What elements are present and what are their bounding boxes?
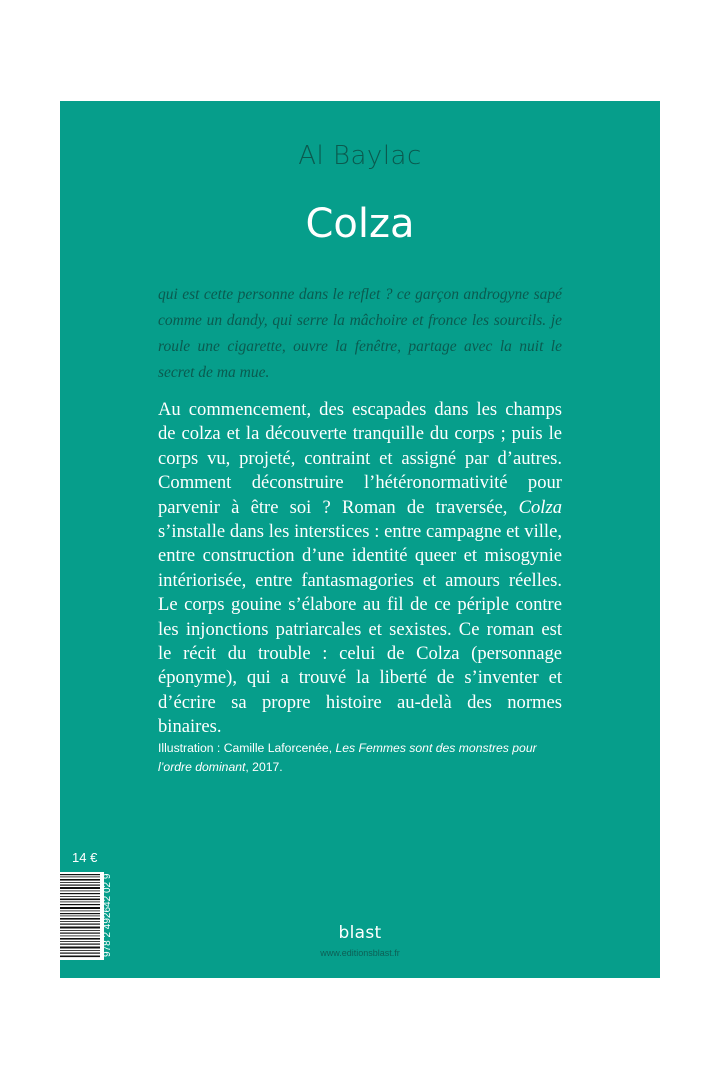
illustration-credit: [158, 739, 562, 777]
blurb-part-2: s’installe dans les interstices : entre campagne et ville, entre construction d’une identité queer et misogynie intériorisée, entre fantasmagories et amours réelles. Le corps gouine s’élabore au fil de ce périple contre les injonctions patriarcales et sexistes. Ce roman est le récit du trouble : celui de Colza (personnage éponyme), qui a trouvé la liberté de s’inventer et d’écrire sa propre histoire au-delà des normes binaires.: [158, 521, 562, 738]
publisher-website: www.editionsblast.fr: [320, 948, 400, 958]
blurb: [158, 398, 562, 740]
back-cover: [60, 101, 660, 978]
price-label: 14 €: [72, 850, 98, 865]
credit-work: Les Femmes sont des monstres pour l’ordre dominant: [158, 741, 537, 774]
book-title: Colza: [305, 201, 415, 247]
author-name: Al Baylac: [298, 141, 422, 171]
blurb-title-italic: Colza: [518, 496, 562, 518]
isbn-number: 978 2 492642 02 9: [102, 873, 113, 957]
barcode-icon: [60, 872, 104, 960]
publisher-logo: blast: [338, 923, 382, 943]
blurb-part-1: Au commencement, des escapades dans les champs de colza et la découverte tranquille du corps ; puis le corps vu, projeté, contraint et assigné par d’autres. Comment déconstruire l’hétéronormativité pour parvenir à être soi ? Roman de traversée,: [158, 399, 562, 518]
credit-suffix: , 2017.: [245, 760, 283, 774]
epigraph: qui est cette personne dans le reflet ? ce garçon androgyne sapé comme un dandy, qui serre la mâchoire et fronce les sourcils. je roule une cigarette, ouvre la fenêtre, partage avec la nuit le secret de ma mue.: [158, 286, 562, 381]
credit-prefix: Illustration : Camille Laforcenée,: [158, 741, 336, 755]
